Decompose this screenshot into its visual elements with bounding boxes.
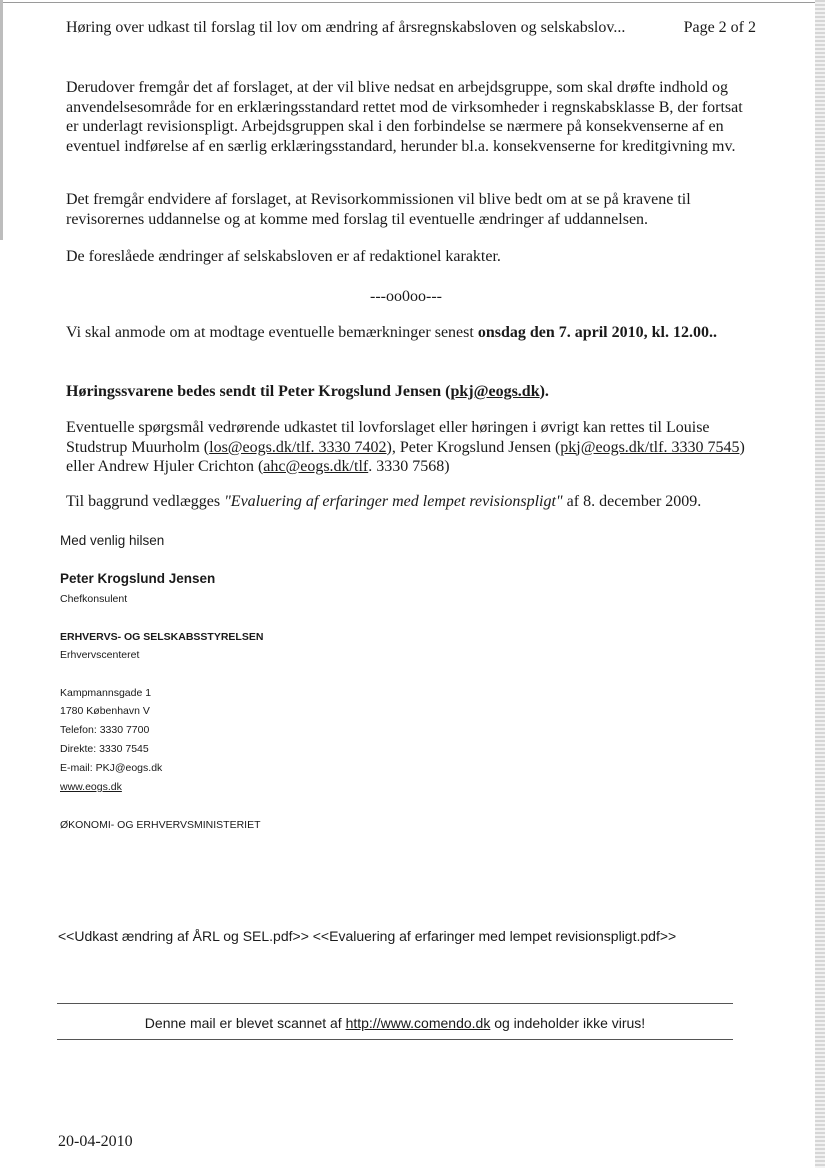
signature-role: Chefkonsulent xyxy=(60,593,128,605)
submit-email-link[interactable]: pkj@eogs.dk xyxy=(450,383,540,400)
submit-text: Høringssvarene bedes sendt til Peter Krogslund Jensen ( xyxy=(66,383,451,400)
scan-edge-right xyxy=(815,0,825,1168)
section-separator: ---oo0oo--- xyxy=(370,288,442,305)
page-header xyxy=(66,18,756,38)
signature-name: Peter Krogslund Jensen xyxy=(60,571,216,586)
signature-org: ERHVERVS- OG SELSKABSSTYRELSEN xyxy=(60,631,264,643)
top-rule xyxy=(0,2,825,3)
deadline-text: Vi skal anmode om at modtage eventuelle bemærkninger senest xyxy=(66,324,478,341)
paragraph-deadline xyxy=(66,323,746,343)
signature-email: E-mail: PKJ@eogs.dk xyxy=(60,762,163,774)
signature-dept: Erhvervscenteret xyxy=(60,649,140,661)
footer-rule-bottom xyxy=(57,1039,733,1040)
background-text-b: af 8. december 2009. xyxy=(562,493,702,510)
signature-web-link[interactable]: www.eogs.dk xyxy=(60,781,122,793)
paragraph-contacts xyxy=(66,418,746,477)
footer-rule-top xyxy=(57,1003,733,1004)
scan-link[interactable]: http://www.comendo.dk xyxy=(345,1015,491,1031)
contact-link-ahc[interactable]: ahc@eogs.dk/tlf xyxy=(263,458,369,475)
background-text-a: Til baggrund vedlægges xyxy=(66,493,225,510)
paragraph-working-group: Derudover fremgår det af forslaget, at der vil blive nedsat en arbejdsgruppe, som skal drøfte indhold og anvendelsesområde for en erklæringsstandard rettet mod de virksomheder i regnskabsklasse B, der fortsat er underlagt revisionspligt. Arbejdsgruppen skal i den forbindelse se nærmere på konsekvenserne af en eventuel indførelse af en særlig erklæringsstandard, herunder bl.a. konsekvenserne for kreditgivning mv. xyxy=(66,79,743,155)
signature-city: 1780 København V xyxy=(60,705,150,717)
background-doc-title: "Evaluering af erfaringer med lempet revisionspligt" xyxy=(224,493,563,510)
paragraph-redaktionel: De foreslåede ændringer af selskabsloven er af redaktionel karakter. xyxy=(66,248,501,265)
deadline-date: onsdag den 7. april 2010, kl. 12.00.. xyxy=(477,324,717,341)
paragraph-revisorkommission: Det fremgår endvidere af forslaget, at Revisorkommissionen vil blive bedt om at se på kravene til revisorernes uddannelse og at komme med forslag til eventuelle ændringer af uddannelsen. xyxy=(66,191,691,228)
scan-text-a: Denne mail er blevet scannet af xyxy=(144,1015,346,1031)
contacts-text-a: Eventuelle spørgsmål vedrørende udkastet til lovforslaget eller høringen i øvrigt kan rettes til Louise Studstrup Muurholm ( xyxy=(66,419,710,456)
signature-ministry: ØKONOMI- OG ERHVERVSMINISTERIET xyxy=(60,819,261,831)
contacts-text-d: . 3330 7568) xyxy=(368,458,450,475)
virus-scan-notice xyxy=(57,1015,733,1031)
signature-greeting: Med venlig hilsen xyxy=(60,533,165,548)
submit-end: ). xyxy=(539,383,549,400)
page-number: Page 2 of 2 xyxy=(683,19,756,36)
contacts-text-c: ) eller Andrew Hjuler Crichton ( xyxy=(66,438,745,475)
print-date: 20-04-2010 xyxy=(58,1133,133,1150)
attachments-list[interactable]: <<Udkast ændring af ÅRL og SEL.pdf>> <<Evaluering af erfaringer med lempet revisionspligt.pdf>> xyxy=(58,928,677,944)
signature-phone: Telefon: 3330 7700 xyxy=(60,724,150,736)
header-title: Høring over udkast til forslag til lov om ændring af årsregnskabsloven og selskabslov... xyxy=(66,19,626,36)
signature-direct: Direkte: 3330 7545 xyxy=(60,743,149,755)
signature-street: Kampmannsgade 1 xyxy=(60,687,152,699)
paragraph-background xyxy=(66,492,746,512)
contacts-text-b: ), Peter Krogslund Jensen ( xyxy=(386,438,561,456)
contact-link-los[interactable]: los@eogs.dk/tlf. 3330 7402 xyxy=(209,438,387,456)
scan-edge-left xyxy=(0,0,3,240)
contact-link-pkj[interactable]: pkj@eogs.dk/tlf. 3330 7545 xyxy=(560,438,740,456)
scan-text-b: og indeholder ikke virus! xyxy=(490,1015,646,1031)
paragraph-submit-to xyxy=(66,382,746,402)
